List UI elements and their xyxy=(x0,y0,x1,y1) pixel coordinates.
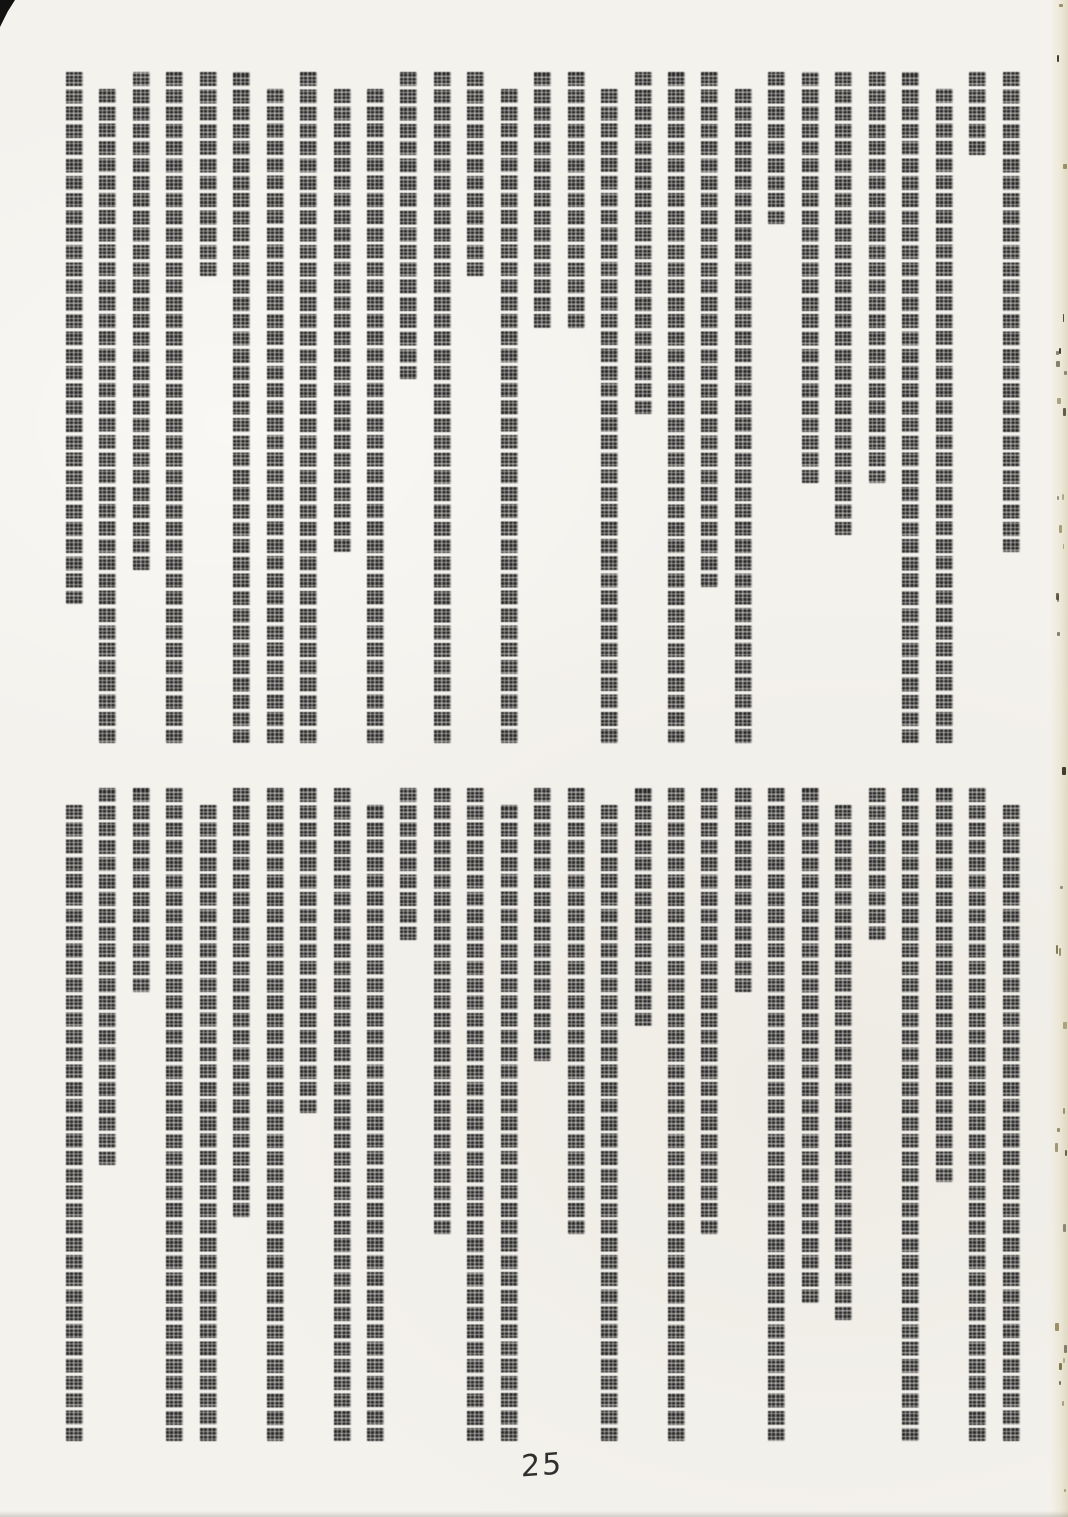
edge-speckle xyxy=(1062,1401,1064,1406)
edge-speckle xyxy=(1063,1108,1065,1114)
edge-speckle xyxy=(1063,164,1066,169)
redacted-text-column xyxy=(166,788,183,1441)
edge-speckle xyxy=(1063,544,1065,549)
edge-speckle xyxy=(1056,361,1059,367)
edge-speckle xyxy=(1057,632,1060,636)
redacted-text-column xyxy=(200,805,217,1441)
page-number: 25 xyxy=(521,1446,564,1485)
redacted-text-column xyxy=(668,788,685,1441)
redacted-text-column xyxy=(99,788,116,1165)
redacted-text-column xyxy=(133,788,150,992)
redacted-text-column xyxy=(267,788,284,1441)
redacted-text-column xyxy=(768,788,785,1441)
redacted-text-column xyxy=(66,805,83,1441)
page-bottom-edge-shadow xyxy=(0,1511,1068,1517)
edge-speckle xyxy=(1062,494,1064,500)
redacted-text-column xyxy=(635,788,652,1026)
edge-speckle xyxy=(1063,1022,1066,1029)
redacted-text-column xyxy=(869,788,886,940)
redacted-text-column xyxy=(701,788,718,1234)
edge-speckle xyxy=(1059,525,1062,533)
edge-speckle xyxy=(1063,408,1066,416)
redacted-text-column xyxy=(300,788,317,1113)
edge-speckle xyxy=(1059,348,1061,354)
redacted-text-column xyxy=(969,788,986,1441)
edge-speckle xyxy=(1059,1381,1061,1385)
edge-speckle xyxy=(1059,4,1063,7)
edge-speckle xyxy=(1065,1150,1067,1156)
redacted-text-column xyxy=(334,788,351,1441)
redacted-text-column xyxy=(1003,805,1020,1441)
scan-edge-artifacts xyxy=(1050,0,1068,1517)
edge-speckle xyxy=(1064,1489,1067,1492)
edge-speckle xyxy=(1063,1358,1066,1363)
edge-speckle xyxy=(1055,1323,1059,1331)
edge-speckle xyxy=(1059,948,1062,956)
edge-speckle xyxy=(1063,314,1065,322)
redacted-text-column xyxy=(434,788,451,1234)
edge-speckle xyxy=(1064,1345,1067,1353)
edge-speckle xyxy=(1059,1363,1062,1370)
redacted-text-column xyxy=(534,788,551,1061)
redacted-text-column xyxy=(802,788,819,1303)
edge-speckle xyxy=(1063,1224,1066,1232)
redacted-text-column xyxy=(233,788,250,1217)
redacted-text-column xyxy=(568,788,585,1234)
edge-speckle xyxy=(1057,496,1059,500)
redacted-text-column xyxy=(601,805,618,1441)
edge-speckle xyxy=(1057,1128,1060,1132)
edge-speckle xyxy=(1057,55,1059,62)
edge-speckle xyxy=(1064,371,1067,375)
redacted-text-column xyxy=(902,788,919,1441)
redacted-text-column xyxy=(936,788,953,1182)
redacted-text-column xyxy=(467,788,484,1441)
redacted-text-column xyxy=(835,805,852,1320)
redacted-text-column xyxy=(367,805,384,1441)
edge-speckle xyxy=(1056,351,1059,355)
edge-speckle xyxy=(1056,945,1058,954)
edge-speckle xyxy=(1057,595,1059,602)
redacted-text-column xyxy=(735,788,752,992)
edge-speckle xyxy=(1062,767,1066,775)
edge-speckle xyxy=(1057,398,1061,404)
redacted-text-column xyxy=(400,788,417,940)
edge-speckle xyxy=(1055,1143,1059,1152)
edge-speckle xyxy=(1060,886,1063,889)
redacted-text-column xyxy=(501,805,518,1441)
